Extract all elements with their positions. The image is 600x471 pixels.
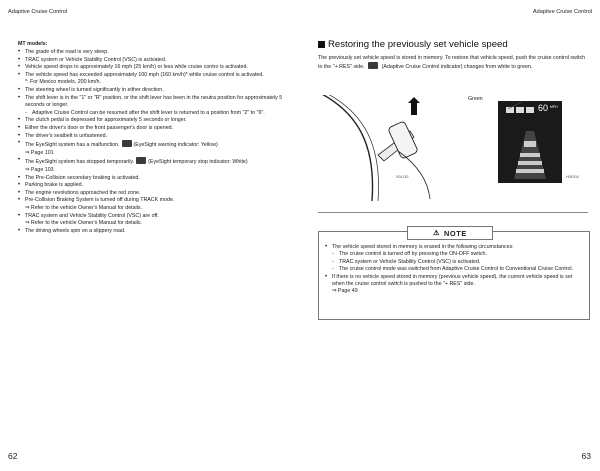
list-item-text: The EyeSight system has stopped temporarily. (25, 159, 135, 166)
figure-code-right: H0E034 (566, 175, 579, 179)
list-item-text: (EyeSight warning indicator: Yellow) (133, 142, 218, 149)
note-title: NOTE (443, 228, 467, 238)
list-item: • Parking brake is applied. (18, 182, 286, 190)
dash-item: - The cruise control mode was switched from Adaptive Cruise Control to Conventional Cruise Control. (325, 266, 583, 273)
page-reference: ⇒ Refer to the vehicle Owner's Manual for details. (25, 220, 143, 227)
restore-speed-figure (318, 95, 588, 202)
page-header-right: Adaptive Cruise Control (532, 9, 592, 15)
eyesight-warning-icon (122, 140, 132, 147)
list-item: • The clutch pedal is depressed for approximately 5 seconds or longer. (18, 117, 286, 125)
page-number-right: 63 (581, 451, 591, 461)
section-heading (318, 41, 590, 49)
list-item: • The vehicle speed stored in memory is erased in the following circumstances: (325, 244, 583, 251)
footnote: *: For Mexico models, 200 km/h. (25, 79, 101, 86)
list-item (18, 157, 286, 167)
figure-code-left: S04130 (396, 175, 409, 179)
page-reference: ⇒ Page 49 (332, 288, 358, 295)
list-item: • If there is no vehicle speed stored in memory (previous vehicle speed), the current vehicle speed is set when the cruise control switch is pushed to the "+ RES" side. (325, 274, 583, 289)
list-item: • The driving wheels spin on a slippery road. (18, 228, 286, 236)
right-column (318, 41, 590, 72)
list-item: • TRAC system or Vehicle Stability Control (VSC) is activated. (18, 57, 286, 65)
note-box (318, 228, 590, 320)
list-item: • The shift lever is in the "1" or "R" position, or the shift lever has been in the neutra position for approximately 5 seconds or longer. (18, 95, 286, 110)
warning-triangle-icon: ⚠ (433, 230, 440, 237)
body-text: (Adaptive Cruise Control indicator) changes from white to green. (381, 64, 533, 71)
note-heading (407, 226, 493, 240)
list-item: • The driver's seatbelt is unfastened. (18, 133, 286, 141)
list-item: • The steering wheel is turned significantly in either direction. (18, 87, 286, 95)
figure-speed-unit: MPH (550, 105, 558, 109)
dash-item: - TRAC system or Vehicle Stability Control (VSC) is activated. (325, 259, 583, 266)
square-bullet-icon (318, 41, 325, 48)
list-item: • Pre-Collision Braking System is turned off during TRACK mode. (18, 197, 286, 205)
page-reference: ⇒ Refer to the vehicle Owner's Manual for details. (25, 204, 143, 211)
list-item-text: The EyeSight system has a malfunction. (25, 142, 120, 149)
list-item: • The vehicle speed has exceeded approximately 100 mph (160 km/h)* while cruise control is activated. (18, 72, 286, 80)
body-text: The previously set vehicle speed is stored in memory. To restore that vehicle speed, push the cruise control switch to the "+ RES" side. (318, 54, 586, 71)
eyesight-temporary-stop-icon (136, 157, 146, 164)
dash-item: - Adaptive Cruise Control can be resumed after the shift lever is returned to a position from "2" to "6". (18, 110, 286, 118)
page-number-left: 62 (8, 451, 18, 461)
cancel-conditions-list (18, 49, 286, 79)
list-item: • The engine revolutions approached the red zone. (18, 190, 286, 198)
list-item: • Either the driver's door or the front passenger's door is opened. (18, 125, 286, 133)
page-header-left: Adaptive Cruise Control (8, 9, 68, 15)
list-item: • The grade of the road is very steep. (18, 49, 286, 57)
steering-wheel-illustration (320, 95, 430, 201)
mt-models-subtitle: MT models: (18, 41, 48, 47)
list-item: • The Pre-Collision secondary braking is activated. (18, 175, 286, 183)
page-reference: ⇒ Page 103 (25, 167, 54, 173)
section-title: Restoring the previously set vehicle speed (328, 39, 508, 50)
left-column (18, 41, 286, 235)
figure-speed: 60 (538, 103, 549, 113)
divider (318, 212, 588, 213)
list-item: • TRAC system and Vehicle Stability Control (VSC) are off. (18, 213, 286, 221)
page-reference: ⇒ Page 101 (25, 149, 54, 156)
green-label: Green (468, 96, 483, 102)
list-item-text: (EyeSight temporary stop indicator: White) (148, 159, 248, 166)
adaptive-cruise-indicator-icon (368, 62, 378, 69)
note-body (325, 244, 583, 296)
list-item (18, 140, 286, 150)
list-item: • Vehicle speed drops to approximately 16 mph (25 km/h) or less while cruise contro is activated. (18, 64, 286, 72)
dash-item: - The cruise control is turned off by pressing the ON-OFF switch. (325, 251, 583, 258)
meter-display-illustration (498, 101, 562, 183)
section-body (318, 55, 590, 72)
